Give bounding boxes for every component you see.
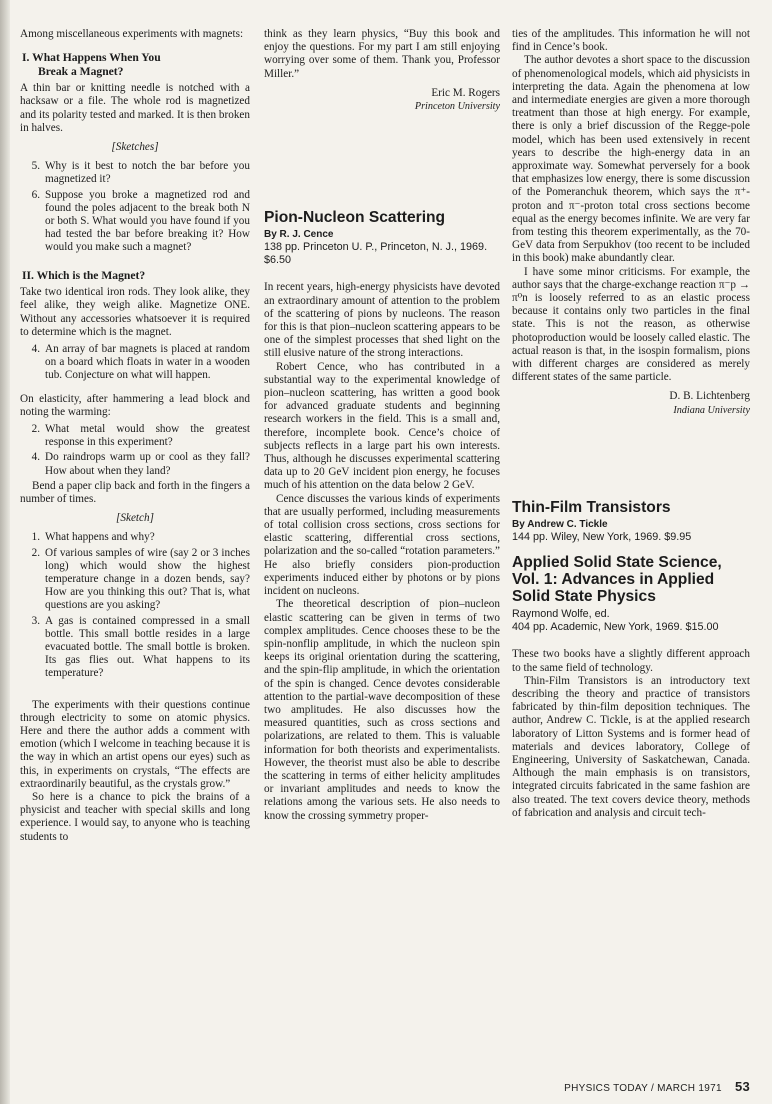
review-byline: By R. J. Cence	[264, 229, 334, 241]
page-binding-edge	[0, 0, 10, 1104]
sketch-placeholder-2: [Sketch]	[116, 512, 154, 525]
review-paragraph: Cence discusses the various kinds of experiments that are usually performed, including measurements of total collision cross sections, cross sections for elastic scattering, differential cross sections, polarization and the so-called “rotation parameters.” He also briefly considers pion-production experiments induced either by photons or by pions incident on nucleons.	[264, 492, 500, 598]
review-paragraph: ties of the amplitudes. This information he will not find in Cence’s book.	[512, 28, 750, 54]
question-item: 5. Why is it best to notch the bar before you magnetized it?	[31, 160, 250, 186]
section-2-heading: II. Which is the Magnet?	[22, 268, 146, 282]
review-pubinfo: 138 pp. Princeton U. P., Princeton, N. J., 1969. $6.50	[264, 241, 488, 267]
section-2-body: Take two identical iron rods. They look alike, they feel alike, they weigh alike. Magnetize ONE. Without any accessories whatsoever it is required to determine which is the magnet.	[20, 286, 250, 338]
reviewer-affiliation: Indiana University	[673, 404, 750, 416]
elasticity-questions	[20, 423, 250, 478]
reviewer-signature	[264, 87, 500, 113]
reviewer-signature	[512, 390, 750, 416]
question-item: 2. What metal would show the greatest response in this experiment?	[31, 422, 250, 449]
column-3	[512, 28, 750, 820]
book-2-title: Applied Solid State Science, Vol. 1: Advances in Applied Solid State Physics	[512, 554, 722, 606]
review-paragraph: I have some minor criticisms. For example, the author says that the charge-exchange reaction π⁻p → π⁰n is loosely referred to as an elastic process because it contains only two particles in the final state. This is not the reason, as otherwise photoproduction would be loosely called elastic. The actual reason is that, in the isospin formalism, pions with different charges are considered as merely different states of the same particle.	[512, 265, 750, 384]
sketch-placeholder: [Sketches]	[111, 141, 159, 154]
continuation-text: think as they learn physics, “Buy this book and enjoy the questions. For my part I am still enjoying worrying over some of them. Thank you, Professor Miller.”	[264, 28, 500, 80]
reviewer-name: Eric M. Rogers	[431, 86, 500, 99]
section-2-questions	[20, 343, 250, 383]
section-1-questions	[20, 160, 250, 254]
paperclip-questions	[20, 531, 250, 680]
review-paragraph: In recent years, high-energy physicists have devoted an extraordinary amount of attention to the problem of the scattering of pions by nucleons. The reason for this is that pion–nucleon scattering appears to be one of the simplest processes that shed light on the still elusive nature of the strong interactions.	[264, 281, 500, 360]
question-item: 4. Do raindrops warm up or cool as they fall? How about when they land?	[31, 451, 250, 477]
section-1-heading: I. What Happens When You Break a Magnet?	[22, 51, 161, 78]
question-item: 2. Of various samples of wire (say 2 or 3 inches long) which would show the highest temperature change in a dozen bends, say? How are you thinking this out? That is, what questions are you asking?	[31, 546, 250, 612]
review-paragraph: The theoretical description of pion–nucleon elastic scattering can be given in terms of two complex amplitudes. Cence chooses these to be the spin-nonflip amplitude, in which the nucleon spin keeps its original orientation during the scattering, and the spin-flip amplitude, in which the orientation of the spin is changed. Cence devotes considerable attention to the partial-wave decomposition of these two amplitudes. He also discusses how the measured quantities, such as cross sections and polarizations, are related to them. This is valuable information for both theorists and experimentalists. However, the theorist must also be able to describe the scattering in terms of either helicity amplitudes or invariant amplitudes and needs to know the relations among the various sets. He also needs to know the crossing symmetry proper-	[264, 598, 500, 822]
reviewer-name: D. B. Lichtenberg	[669, 390, 750, 403]
body-paragraph: The experiments with their questions continue through electricity to some on atomic physics. Here and there the author adds a comment with emotion (which I welcome in teaching because it is the way in which an artist opens our eyes) such as this, in experiments on crystals, “The effects are extraordinarily beautiful, as the crystals grow.”	[20, 698, 250, 790]
section-1-body: A thin bar or knitting needle is notched with a hacksaw or a file. The whole rod is magnetized and its polarity tested and marked. It is then broken in halves.	[20, 82, 250, 134]
reviewer-affiliation: Princeton University	[414, 101, 500, 113]
question-item: 1. What happens and why?	[31, 531, 155, 544]
review-paragraph: The author devotes a short space to the discussion of phenomenological models, which aid physicists in interpreting the data. Again the phenomena at low and intermediate energies are given a more thorough treatment than those at high energy. For example, there is only a brief discussion of the Regge-pole model, which has been used extensively in recent years to describe the high-energy data in an approximate way. Somewhat perversely for a book that emphasizes low energy, there is some discussion of the Pomeranchuk theorem, which says the π⁺-proton and π⁻-proton total cross sections become equal as the energy becomes infinite. We are very far from testing this theorem experimentally, as the 70-GeV data from Serpukhov (too recent to be included in this book) make abundantly clear.	[512, 54, 750, 265]
intro-text: Among miscellaneous experiments with magnets:	[20, 28, 244, 40]
question-item: 3. A gas is contained compressed in a small bottle. This small bottle resides in a large evacuated bottle. The small bottle is broken. Its gas flies out. What happens to its temperature?	[31, 614, 250, 680]
review-paragraph: Robert Cence, who has contributed in a substantial way to the experimental knowledge of pion–nucleon scattering, has written a good book for advanced graduate students and beginning research workers in the field. This is a small and, therefore, incomplete book. Cence’s choice of subjects reflects in a large part his own interests. Thus, although he discusses experimental scattering data up to 20 GeV incident pion energy, he focuses much of his attention on the data below 2 GeV.	[264, 360, 500, 492]
review-paragraph: Thin-Film Transistors is an introductory text describing the theory and practice of transistors fabricated by thin-film deposition techniques. The author, Andrew C. Tickle, is at the applied research laboratory of Litton Systems and is former head of materials and devices laboratory, College of Engineering, University of Saskatchewan, Canada. Although the main emphasis is on transistors, integrated circuits fabricated in the same fashion are also treated. The text covers device theory, methods of fabrication and analysis and circuit tech-	[512, 674, 750, 819]
page-footer	[564, 1079, 750, 1094]
paperclip-text: Bend a paper clip back and forth in the fingers a number of times.	[20, 479, 250, 505]
review-title: Pion-Nucleon Scattering	[264, 209, 446, 227]
question-item: 6. Suppose you broke a magnetized rod and found the poles adjacent to the break both N or both S. What would you have found if you had tested the bar before breaking it? How would you make such a magnet?	[31, 188, 250, 254]
book-1-pubinfo: 144 pp. Wiley, New York, 1969. $9.95	[512, 531, 692, 544]
journal-issue: PHYSICS TODAY / MARCH 1971	[564, 1083, 722, 1094]
review-paragraph: These two books have a slightly different approach to the same field of technology.	[512, 648, 750, 674]
column-1	[20, 28, 250, 844]
book-2-pubinfo: 404 pp. Academic, New York, 1969. $15.00	[512, 621, 719, 634]
elasticity-intro: On elasticity, after hammering a lead block and noting the warming:	[20, 392, 250, 418]
column-2	[264, 28, 500, 823]
question-item: 4. An array of bar magnets is placed at random on a board which floats in water in a wooden tub. Conjecture on what will happen.	[31, 342, 250, 382]
page-number: 53	[734, 1079, 750, 1094]
book-2-editor: Raymond Wolfe, ed.	[512, 608, 610, 621]
book-1-title: Thin-Film Transistors	[512, 498, 671, 516]
book-1-byline: By Andrew C. Tickle	[512, 518, 608, 530]
magazine-page	[20, 28, 750, 1068]
body-paragraph: So here is a chance to pick the brains of a physicist and teacher with special skills and long experience. I would say, to anyone who is teaching students to	[20, 791, 250, 843]
